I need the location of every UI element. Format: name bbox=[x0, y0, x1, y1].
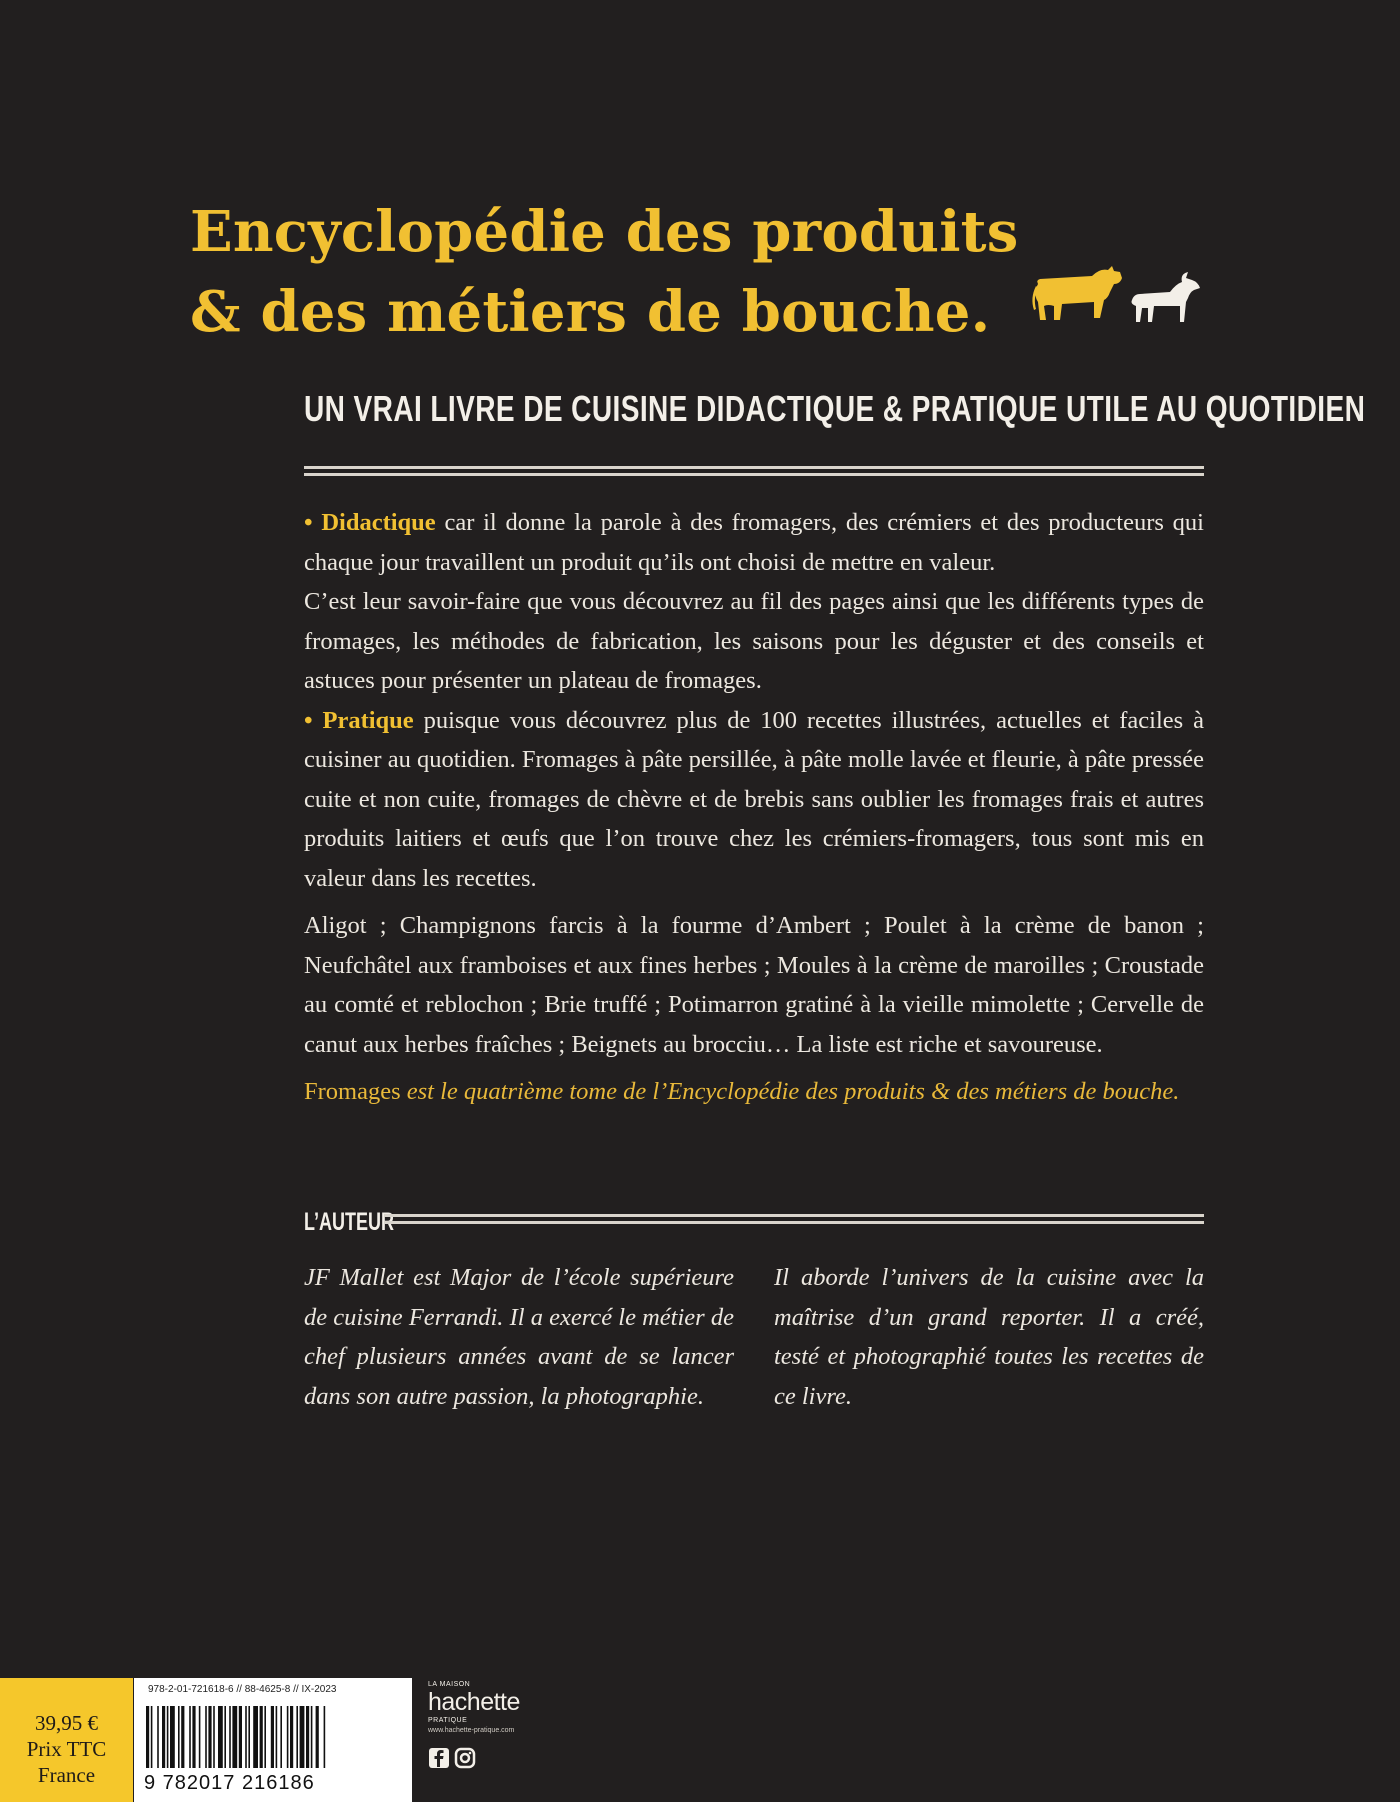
didactique-text: car il donne la parole à des fromagers, des crémiers et des producteurs qui chaque jour travaillent un produit qu’ils ont choisi de mettre en valeur. bbox=[304, 509, 1204, 576]
barcode-digits: 9 782017 216186 bbox=[144, 1772, 315, 1794]
social-icons bbox=[428, 1747, 558, 1774]
author-bio-left: JF Mallet est Major de l’école supérieure de cuisine Ferrandi. Il a exercé le métier de chef plusieurs années avant de se lancer dans son autre passion, la photographie. bbox=[304, 1264, 734, 1410]
title-line-2: & des métiers de bouche. bbox=[190, 279, 991, 345]
title-line-1: Encyclopédie des produits bbox=[190, 199, 1019, 265]
price-box bbox=[0, 1678, 133, 1802]
price-country: France bbox=[37, 1763, 96, 1787]
cow-icon bbox=[1032, 266, 1122, 320]
publisher-name: hachette bbox=[428, 1688, 520, 1716]
tome-paragraph bbox=[304, 1072, 1204, 1112]
savoir-faire-paragraph: C’est leur savoir-faire que vous découvrez au fil des pages ainsi que les différents types de fromages, les méthodes de fabrication, les saisons pour les déguster et des conseils et astuces pour présenter un plateau de fromages. bbox=[304, 588, 1204, 694]
barcode-icon bbox=[146, 1706, 402, 1772]
pratique-text: puisque vous découvrez plus de 100 recettes illustrées, actuelles et faciles à cuisiner au quotidien. Fromages à pâte persillée, à pâte molle lavée et fleurie, à pâte pressée cuite et non cuite, fromages de chèvre et de brebis sans oublier les fromages frais et autres produits laitiers et œufs que l’on trouve chez les crémiers-fromagers, tous sont mis en valeur dans les recettes. bbox=[304, 706, 1204, 892]
description bbox=[304, 503, 1204, 1112]
publisher-prefix: LA MAISON bbox=[428, 1681, 471, 1688]
price-amount: 39,95 € bbox=[35, 1711, 98, 1735]
divider-top bbox=[304, 466, 1204, 476]
pratique-paragraph bbox=[304, 701, 1204, 899]
instagram-icon[interactable] bbox=[454, 1747, 476, 1774]
animals-illustration bbox=[1030, 262, 1205, 332]
author-bio-right: Il aborde l’univers de la cuisine avec la maîtrise d’un grand reporter. Il a créé, testé et photographié toutes les recettes de ce livre. bbox=[774, 1264, 1204, 1410]
divider-author bbox=[384, 1214, 1204, 1224]
isbn-line: 978-2-01-721618-6 // 88-4625-8 // IX-2023 bbox=[148, 1684, 337, 1695]
pratique-label: • Pratique bbox=[304, 706, 414, 734]
barcode-box bbox=[134, 1678, 412, 1802]
didactique-paragraph bbox=[304, 503, 1204, 582]
recipes-paragraph: Aligot ; Champignons farcis à la fourme d’Ambert ; Poulet à la crème de banon ; Neufchâtel aux framboises et aux fines herbes ; Moules à la crème de maroilles ; Croustade au comté et reblochon ; Brie truffé ; Potimarron gratiné à la vieille mimolette ; Cervelle de canut aux herbes fraîches ; Beignets au brocciu… La liste est riche et savoureuse. bbox=[304, 912, 1204, 1058]
price-label: Prix TTC bbox=[26, 1737, 107, 1761]
goat-icon bbox=[1132, 272, 1201, 322]
didactique-label: • Didactique bbox=[304, 509, 436, 536]
publisher-url: www.hachette-pratique.com bbox=[428, 1727, 515, 1734]
tome-word: Fromages bbox=[304, 1078, 401, 1105]
publisher-logo bbox=[428, 1680, 558, 1774]
book-title bbox=[190, 192, 1090, 352]
tome-text: est le quatrième tome de l’Encyclopédie des produits & des métiers de bouche. bbox=[400, 1078, 1180, 1105]
facebook-icon[interactable] bbox=[428, 1747, 450, 1774]
publisher-suffix: PRATIQUE bbox=[428, 1717, 468, 1724]
book-subtitle: UN VRAI LIVRE DE CUISINE DIDACTIQUE & PRATIQUE UTILE AU QUOTIDIEN bbox=[304, 388, 1366, 429]
author-heading: L’AUTEUR bbox=[304, 1208, 394, 1236]
